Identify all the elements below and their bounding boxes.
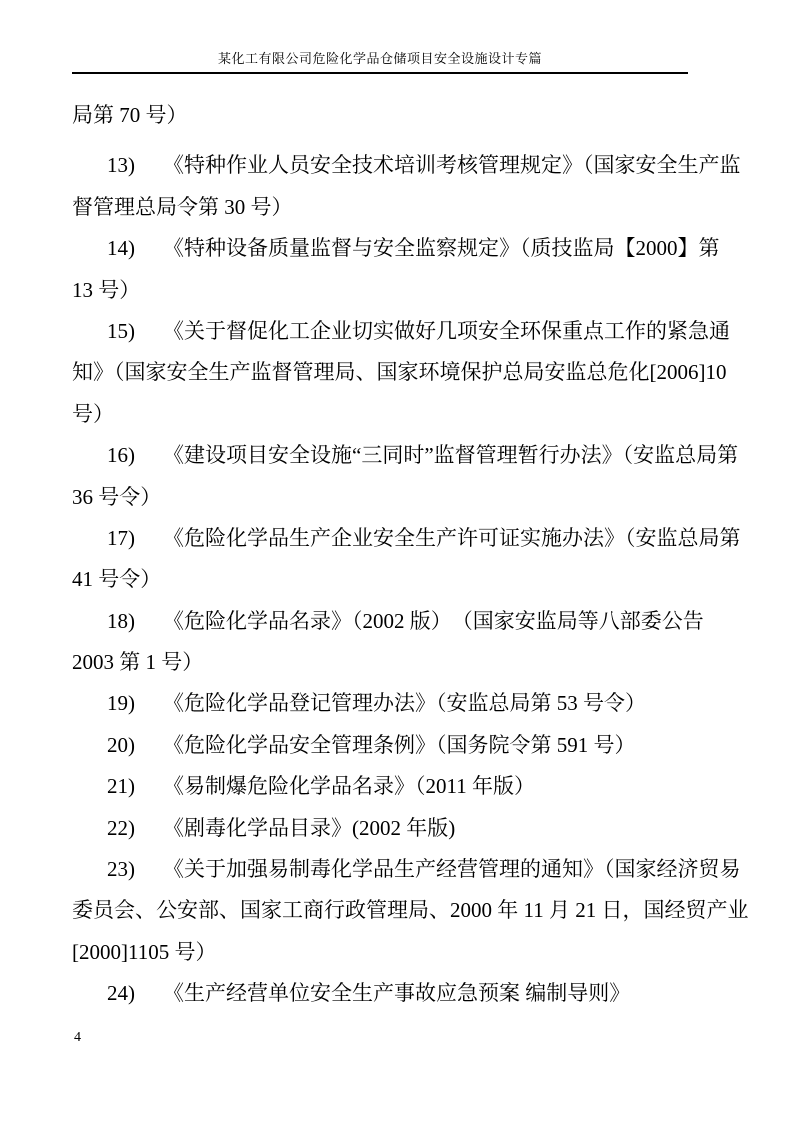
line-text: 《建设项目安全设施“三同时”监督管理暂行办法》（安监总局第 [163, 443, 739, 468]
text-line [72, 228, 720, 269]
text-line [72, 95, 676, 136]
line-text: 《关于加强易制毒化学品生产经营管理的通知》（国家经济贸易 [163, 857, 741, 882]
line-text: 号） [72, 401, 114, 426]
list-item-number: 15) [107, 318, 135, 343]
line-text: 委员会、公安部、国家工商行政管理局、2000 年 11 月 21 日，国经贸产业 [72, 898, 749, 923]
page-number: 4 [74, 1030, 81, 1045]
text-line [72, 725, 676, 766]
text-line [72, 559, 676, 600]
line-text: 《关于督促化工企业切实做好几项安全环保重点工作的紧急通 [163, 318, 730, 343]
line-text: 《特种作业人员安全技术培训考核管理规定》（国家安全生产监 [163, 153, 741, 178]
document-body [72, 95, 749, 1015]
line-text: [2000]1105 号） [72, 939, 217, 964]
text-line [72, 808, 676, 849]
line-text: 局第 70 号） [72, 103, 188, 127]
text-line [72, 187, 676, 228]
text-line [72, 766, 676, 807]
list-item-number: 22) [107, 815, 135, 840]
page-header [72, 50, 688, 74]
text-line [72, 352, 727, 393]
list-item-number: 24) [107, 981, 135, 1006]
list-item-number: 23) [107, 857, 135, 882]
line-text: 督管理总局令第 30 号） [72, 194, 293, 219]
line-text: 《危险化学品登记管理办法》（安监总局第 53 号令） [163, 691, 646, 716]
line-text: 知》（国家安全生产监督管理局、国家环境保护总局安监总危化[2006]10 [72, 360, 727, 385]
line-text: 36 号令） [72, 484, 162, 509]
line-text: 《危险化学品名录》（2002 版） （国家安监局等八部委公告 [163, 608, 704, 633]
text-line [72, 849, 741, 890]
list-item-number: 21) [107, 774, 135, 799]
line-text: 41 号令） [72, 567, 162, 592]
list-item-number: 20) [107, 732, 135, 757]
line-text: 《特种设备质量监督与安全监察规定》（质技监局【2000】第 [163, 236, 720, 261]
header-title: 某化工有限公司危险化学品仓储项目安全设施设计专篇 [217, 51, 542, 66]
list-item-number: 18) [107, 608, 135, 633]
line-text: 13 号） [72, 277, 141, 302]
list-item-number: 17) [107, 525, 135, 550]
line-text: 《易制爆危险化学品名录》（2011 年版） [163, 774, 535, 799]
text-line [72, 973, 676, 1014]
text-line [72, 435, 739, 476]
text-line [72, 642, 676, 683]
line-text: 2003 第 1 号） [72, 650, 204, 675]
text-line [72, 683, 676, 724]
text-line [72, 394, 676, 435]
line-text: 《危险化学品安全管理条例》（国务院令第 591 号） [163, 732, 636, 757]
list-item-number: 13) [107, 153, 135, 178]
text-line [72, 890, 749, 931]
text-line [72, 477, 676, 518]
list-item-number: 14) [107, 236, 135, 261]
text-line [72, 518, 741, 559]
text-line [72, 601, 704, 642]
line-text: 《危险化学品生产企业安全生产许可证实施办法》（安监总局第 [163, 525, 741, 550]
list-item-number: 16) [107, 443, 135, 468]
list-item-number: 19) [107, 691, 135, 716]
text-line [72, 145, 741, 186]
text-line [72, 270, 676, 311]
text-line [72, 932, 676, 973]
line-text: 《生产经营单位安全生产事故应急预案 编制导则》 [163, 981, 631, 1006]
text-line [72, 311, 730, 352]
line-text: 《剧毒化学品目录》(2002 年版) [163, 815, 456, 840]
